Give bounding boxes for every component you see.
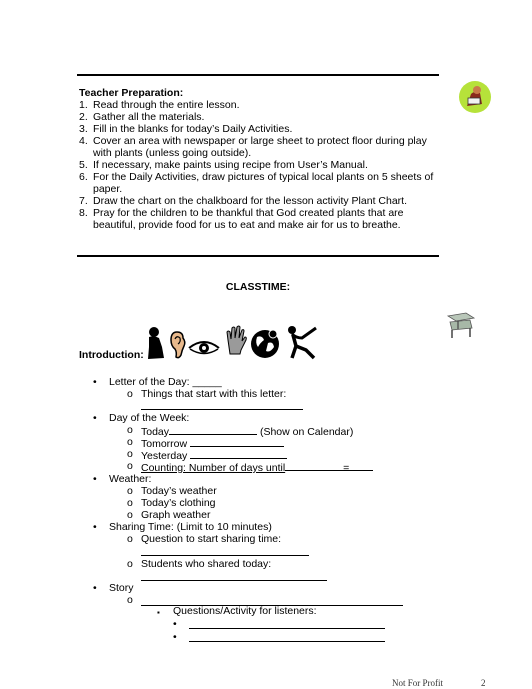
praying-child-icon bbox=[145, 325, 167, 361]
prep-step: 7. Draw the chart on the chalkboard for the lesson activity Plant Chart. bbox=[79, 195, 407, 207]
bullet-icon: • bbox=[93, 412, 97, 424]
classtime-heading: CLASSTIME: bbox=[225, 281, 291, 293]
story-answer-blank[interactable] bbox=[189, 630, 385, 642]
circle-bullet-icon: o bbox=[127, 485, 133, 497]
teacher-prep-title: Teacher Preparation: bbox=[79, 87, 184, 99]
tomorrow-label: Tomorrow bbox=[141, 438, 188, 450]
yesterday-blank[interactable] bbox=[190, 448, 287, 459]
circle-bullet-icon: o bbox=[127, 533, 133, 545]
counting-result-blank[interactable] bbox=[349, 460, 373, 471]
letter-of-day-label: Letter of the Day: _____ bbox=[109, 376, 222, 388]
hand-icon bbox=[224, 324, 248, 356]
prep-step: 8. Pray for the children to be thankful that God created plants that are beautiful, provide food for us to eat and make air for us to breathe. bbox=[79, 207, 404, 231]
circle-bullet-icon: o bbox=[127, 558, 133, 570]
sharing-time-label: Sharing Time: (Limit to 10 minutes) bbox=[109, 521, 272, 533]
bullet-icon: • bbox=[173, 618, 177, 630]
prep-step: 3. Fill in the blanks for today’s Daily Activities. bbox=[79, 123, 293, 135]
prep-step: 1. Read through the entire lesson. bbox=[79, 99, 240, 111]
bullet-icon: • bbox=[93, 473, 97, 485]
yesterday-label: Yesterday bbox=[141, 450, 188, 462]
story-answer-blank[interactable] bbox=[189, 617, 385, 629]
bullet-icon: • bbox=[93, 521, 97, 533]
mid-rule bbox=[77, 255, 439, 257]
prep-step: 6. For the Daily Activities, draw pictures of typical local plants on 5 sheets of paper. bbox=[79, 171, 434, 195]
circle-bullet-icon: o bbox=[127, 594, 133, 606]
top-rule bbox=[77, 74, 439, 76]
day-of-week-label: Day of the Week: bbox=[109, 412, 190, 424]
prep-step: 4. Cover an area with newspaper or large sheet to protect floor during play with plants (unless going outside). bbox=[79, 135, 427, 159]
circle-bullet-icon: o bbox=[127, 497, 133, 509]
weather-item: Graph weather bbox=[141, 509, 211, 521]
today-suffix: (Show on Calendar) bbox=[259, 426, 354, 438]
sharing-question-label: Question to start sharing time: bbox=[141, 533, 282, 545]
counting-equals: = bbox=[343, 462, 350, 474]
circle-bullet-icon: o bbox=[127, 448, 133, 460]
prep-step: 2. Gather all the materials. bbox=[79, 111, 205, 123]
weather-item: Today’s weather bbox=[141, 485, 217, 497]
circle-bullet-icon: o bbox=[127, 424, 133, 436]
bullet-icon: • bbox=[173, 631, 177, 643]
today-label: Today bbox=[141, 426, 170, 438]
eye-icon bbox=[187, 338, 221, 358]
letter-things-label: Things that start with this letter: bbox=[141, 388, 287, 400]
students-shared-blank[interactable] bbox=[141, 569, 327, 581]
tomorrow-blank[interactable] bbox=[190, 436, 284, 447]
square-bullet-icon: ▪ bbox=[157, 608, 160, 617]
story-questions-label: Questions/Activity for listeners: bbox=[173, 605, 317, 617]
circle-bullet-icon: o bbox=[127, 436, 133, 448]
prep-step: 5. If necessary, make paints using recipe from User’s Manual. bbox=[79, 159, 368, 171]
letter-things-blank[interactable] bbox=[141, 398, 303, 410]
circle-bullet-icon: o bbox=[127, 388, 133, 400]
introduction-label: Introduction: bbox=[79, 349, 144, 361]
page-number: 2 bbox=[481, 678, 486, 688]
weather-item: Today’s clothing bbox=[141, 497, 216, 509]
sharing-question-blank[interactable] bbox=[141, 544, 309, 556]
teacher-reading-icon bbox=[458, 80, 492, 114]
bullet-icon: • bbox=[93, 582, 97, 594]
globe-icon bbox=[248, 327, 282, 361]
stretching-person-icon bbox=[282, 324, 320, 360]
footer-text: Not For Profit bbox=[392, 678, 444, 688]
teacher-prep-list bbox=[79, 99, 439, 231]
story-label: Story bbox=[109, 582, 134, 594]
bullet-icon: • bbox=[93, 376, 97, 388]
circle-bullet-icon: o bbox=[127, 460, 133, 472]
counting-label: Counting: Number of days until bbox=[141, 462, 286, 474]
school-desk-icon bbox=[444, 310, 478, 340]
today-blank[interactable] bbox=[169, 424, 257, 435]
counting-row bbox=[141, 460, 373, 474]
circle-bullet-icon: o bbox=[127, 509, 133, 521]
weather-label: Weather: bbox=[109, 473, 152, 485]
students-shared-label: Students who shared today: bbox=[141, 558, 272, 570]
ear-icon bbox=[169, 330, 187, 360]
